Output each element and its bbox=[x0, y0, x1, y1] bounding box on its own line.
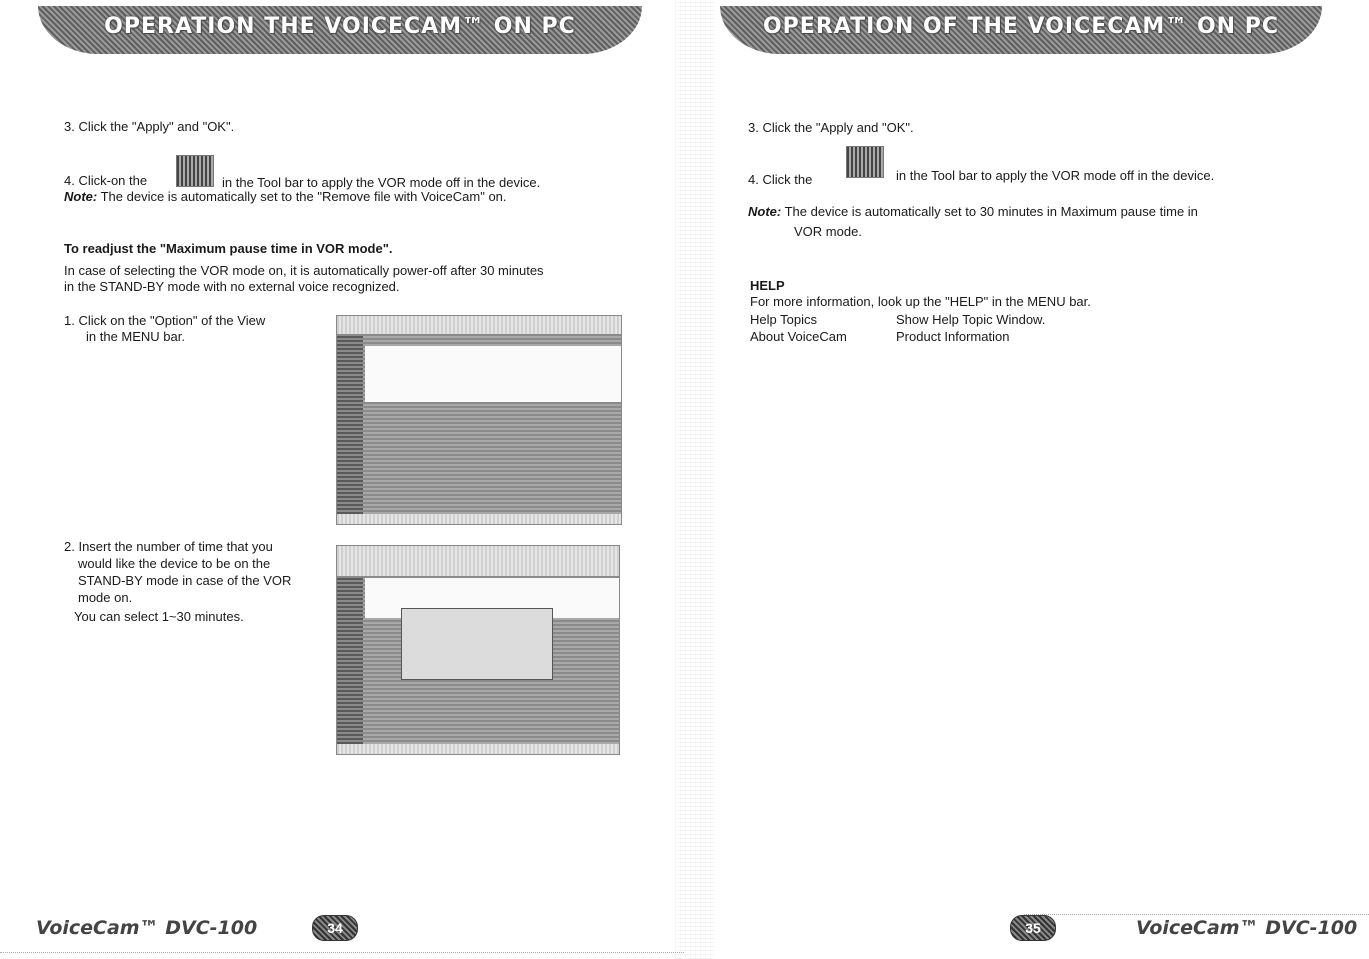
right-note-line-1 bbox=[748, 204, 1198, 220]
left-banner-title: OPERATION THE VOICECAM™ ON PC bbox=[104, 14, 576, 39]
left-step-4-prefix: 4. Click-on the bbox=[64, 173, 148, 188]
right-note-text: The device is automatically set to 30 minutes in Maximum pause time in bbox=[784, 204, 1198, 219]
right-page-number: 35 bbox=[1010, 915, 1056, 941]
left-section-heading: To readjust the "Maximum pause time in VOR mode". bbox=[64, 241, 393, 256]
screenshot-dialog bbox=[401, 608, 553, 680]
left-item-2-line-1: 2. Insert the number of time that you bbox=[64, 539, 273, 554]
screenshot-status-bar bbox=[337, 744, 619, 754]
left-item-2-line-2: would like the device to be on the bbox=[78, 556, 271, 571]
help-row-item: About VoiceCam bbox=[750, 329, 847, 344]
left-section-line-1: In case of selecting the VOR mode on, it is automatically power-off after 30 minutes bbox=[64, 263, 544, 278]
left-page-number: 34 bbox=[312, 915, 358, 941]
right-help-intro: For more information, look up the "HELP" in the MENU bar. bbox=[750, 294, 1091, 309]
left-step-3: 3. Click the "Apply" and "OK". bbox=[64, 119, 235, 134]
left-banner bbox=[38, 6, 642, 54]
vor-mode-toolbar-icon bbox=[846, 146, 884, 178]
screenshot-content-area bbox=[365, 346, 621, 402]
right-page bbox=[684, 0, 1369, 959]
screenshot-sidebar bbox=[337, 576, 363, 744]
left-note bbox=[64, 189, 507, 205]
screenshot-status-bar bbox=[337, 514, 621, 524]
help-row-item: Help Topics bbox=[750, 312, 817, 327]
left-item-2-line-4: mode on. bbox=[78, 590, 133, 605]
left-section-line-2: in the STAND-BY mode with no external voice recognized. bbox=[64, 279, 400, 294]
left-step-4-suffix: in the Tool bar to apply the VOR mode off in the device. bbox=[222, 175, 541, 190]
left-note-label: Note: bbox=[64, 189, 98, 204]
left-footer-brand: VoiceCam™ DVC-100 bbox=[36, 917, 258, 939]
left-item-2-line-5: You can select 1~30 minutes. bbox=[74, 609, 244, 624]
left-page bbox=[0, 0, 684, 959]
left-note-text: The device is automatically set to the "Remove file with VoiceCam" on. bbox=[100, 189, 507, 204]
right-step-4-suffix: in the Tool bar to apply the VOR mode off in the device. bbox=[896, 168, 1215, 183]
vor-mode-toolbar-icon bbox=[176, 155, 214, 187]
right-step-4-prefix: 4. Click the bbox=[748, 172, 813, 187]
right-footer-rule bbox=[1024, 914, 1369, 915]
right-note-line-2: VOR mode. bbox=[794, 224, 862, 239]
left-item-2-line-3: STAND-BY mode in case of the VOR bbox=[78, 573, 292, 588]
left-bottom-rule bbox=[0, 952, 684, 953]
right-banner-title: OPERATION OF THE VOICECAM™ ON PC bbox=[762, 14, 1280, 39]
screenshot-sidebar bbox=[337, 334, 363, 514]
right-help-heading: HELP bbox=[750, 278, 785, 293]
right-step-3: 3. Click the "Apply and "OK". bbox=[748, 120, 914, 135]
screenshot-options-dialog bbox=[336, 545, 620, 755]
screenshot-view-option bbox=[336, 315, 622, 525]
right-note-label: Note: bbox=[748, 204, 782, 219]
left-item-1-line-1: 1. Click on the "Option" of the View bbox=[64, 313, 266, 328]
screenshot-menu-bar bbox=[337, 316, 621, 334]
right-footer-brand: VoiceCam™ DVC-100 bbox=[1136, 917, 1358, 939]
left-item-1-line-2: in the MENU bar. bbox=[86, 329, 185, 344]
screenshot-toolbar bbox=[337, 546, 619, 576]
help-row-desc: Product Information bbox=[896, 329, 1010, 344]
help-row-desc: Show Help Topic Window. bbox=[896, 312, 1046, 327]
right-banner bbox=[720, 6, 1322, 54]
